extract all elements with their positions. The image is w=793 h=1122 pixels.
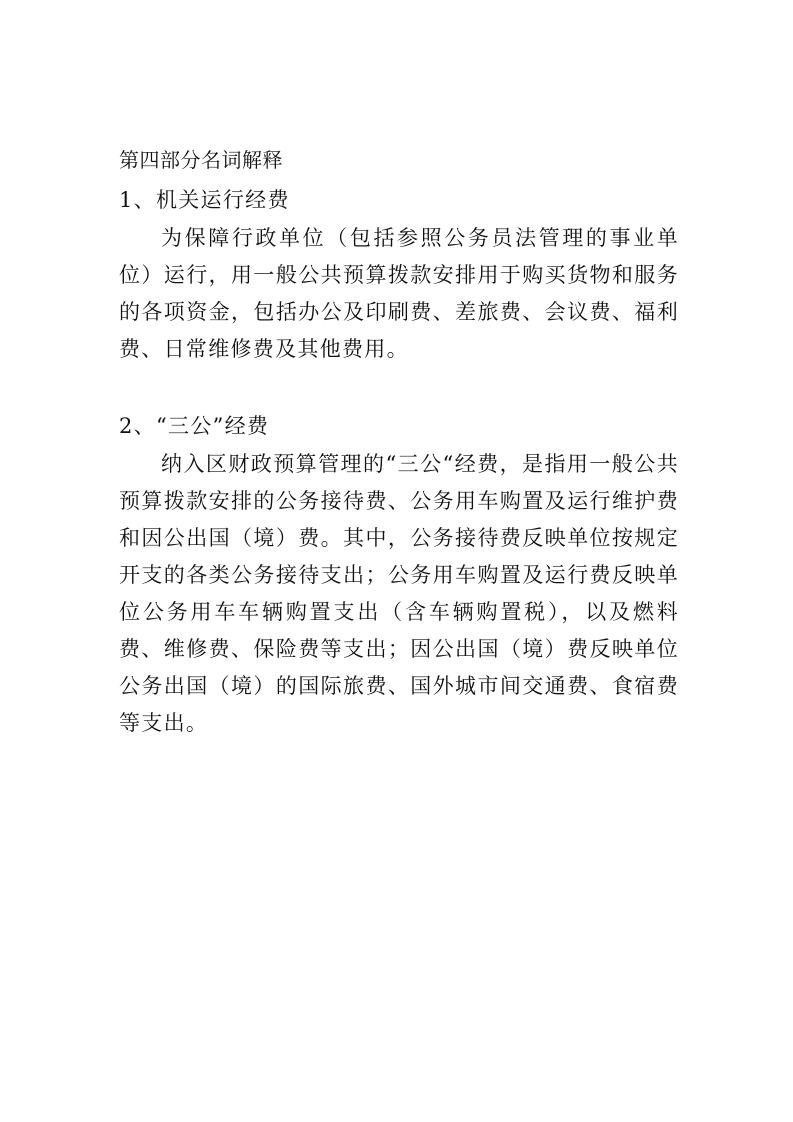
section-title: 第四部分名词解释 (119, 148, 283, 172)
item-heading-1: 1、机关运行经费 (119, 188, 290, 212)
item-body-2: 纳入区财政预算管理的“三公“经费，是指用一般公共预算拨款安排的公务接待费、公务用车购置及运行维护费和因公出国（境）费。其中，公务接待费反映单位按规定开支的各类公务接待支出；公务用车购置及运行费反映单位公务用车车辆购置支出（含车辆购置税），以及燃料费、维修费、保险费等支出；因公出国（境）费反映单位公务出国（境）的国际旅费、国外城市间交通费、食宿费等支出。 (119, 452, 679, 735)
paragraph-spacer (119, 368, 679, 406)
item-body-1: 为保障行政单位（包括参照公务员法管理的事业单位）运行，用一般公共预算拨款安排用于购买货物和服务的各项资金，包括办公及印刷费、差旅费、会议费、福利费、日常维修费及其他费用。 (119, 226, 679, 361)
document-content (119, 140, 679, 742)
item-heading-2: 2、“三公”经费 (119, 414, 270, 438)
